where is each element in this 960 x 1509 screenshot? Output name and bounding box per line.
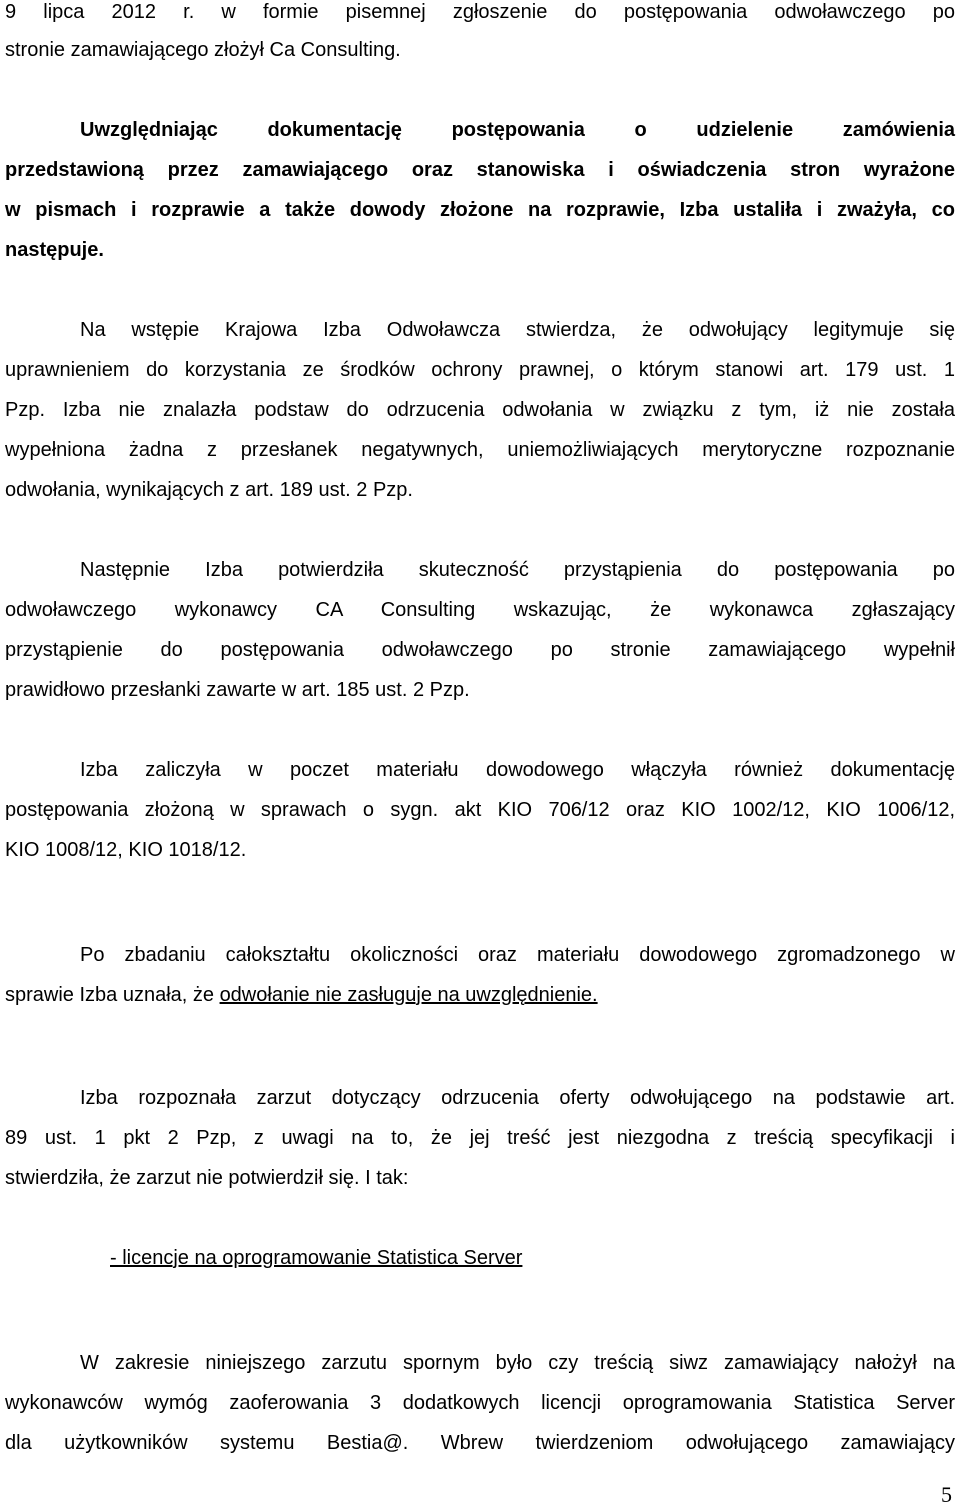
text-line: Izba zaliczyła w poczet materiału dowodowego włączyła również dokumentację — [80, 759, 955, 781]
text-line: prawidłowo przesłanki zawarte w art. 185 ust. 2 Pzp. — [5, 679, 470, 701]
text-line: odwoławczego wykonawcy CA Consulting wskazując, że wykonawca zgłaszający — [5, 599, 955, 621]
text-line: stronie zamawiającego złożył Ca Consulting. — [5, 39, 401, 61]
text-line: Uwzględniając dokumentację postępowania o udzielenie zamówienia — [80, 119, 955, 141]
text-line: postępowania złożoną w sprawach o sygn. akt KIO 706/12 oraz KIO 1002/12, KIO 1006/12, — [5, 799, 955, 821]
text-line: Po zbadaniu całokształtu okoliczności oraz materiału dowodowego zgromadzonego w — [80, 944, 955, 966]
text-line: przedstawioną przez zamawiającego oraz stanowiska i oświadczenia stron wyrażone — [5, 159, 955, 181]
text-line: KIO 1008/12, KIO 1018/12. — [5, 839, 247, 861]
text-line: wypełniona żadna z przesłanek negatywnych, uniemożliwiających merytoryczne rozpoznanie — [5, 439, 955, 461]
text-line: przystąpienie do postępowania odwoławczego po stronie zamawiającego wypełnił — [5, 639, 955, 661]
text-segment: sprawie Izba uznała, że — [5, 984, 220, 1006]
text-line: stwierdziła, że zarzut nie potwierdził się. I tak: — [5, 1167, 409, 1189]
text-line: następuje. — [5, 239, 104, 261]
text-line: W zakresie niniejszego zarzutu spornym było czy treścią siwz zamawiający nałożył na — [80, 1352, 955, 1374]
page-number: 5 — [941, 1482, 952, 1507]
text-line: odwołania, wynikających z art. 189 ust. 2 Pzp. — [5, 479, 413, 501]
text-line: w pismach i rozprawie a także dowody złożone na rozprawie, Izba ustaliła i zważyła, co — [5, 199, 955, 221]
text-line: Pzp. Izba nie znalazła podstaw do odrzucenia odwołania w związku z tym, iż nie została — [5, 399, 955, 421]
underlined-conclusion: odwołanie nie zasługuje na uwzględnienie. — [219, 984, 598, 1006]
text-line: 89 ust. 1 pkt 2 Pzp, z uwagi na to, że jej treść jest niezgodna z treścią specyfikacji i — [5, 1127, 955, 1149]
text-line: wykonawców wymóg zaoferowania 3 dodatkowych licencji oprogramowania Statistica Server — [5, 1392, 955, 1414]
section-heading — [110, 1246, 955, 1270]
text-line: Na wstępie Krajowa Izba Odwoławcza stwierdza, że odwołujący legitymuje się — [80, 319, 955, 341]
text-line: dla użytkowników systemu Bestia@. Wbrew twierdzeniom odwołującego zamawiający — [5, 1432, 955, 1454]
text-line: uprawnieniem do korzystania ze środków ochrony prawnej, o którym stanowi art. 179 ust. 1 — [5, 359, 955, 381]
text-line: Izba rozpoznała zarzut dotyczący odrzucenia oferty odwołującego na podstawie art. — [80, 1087, 955, 1109]
text-line: 9 lipca 2012 r. w formie pisemnej zgłoszenie do postępowania odwoławczego po — [5, 1, 955, 23]
section-heading-text: - licencje na oprogramowanie Statistica Server — [110, 1247, 523, 1269]
text-line: Następnie Izba potwierdziła skuteczność przystąpienia do postępowania po — [80, 559, 955, 581]
text-line — [5, 983, 955, 1007]
